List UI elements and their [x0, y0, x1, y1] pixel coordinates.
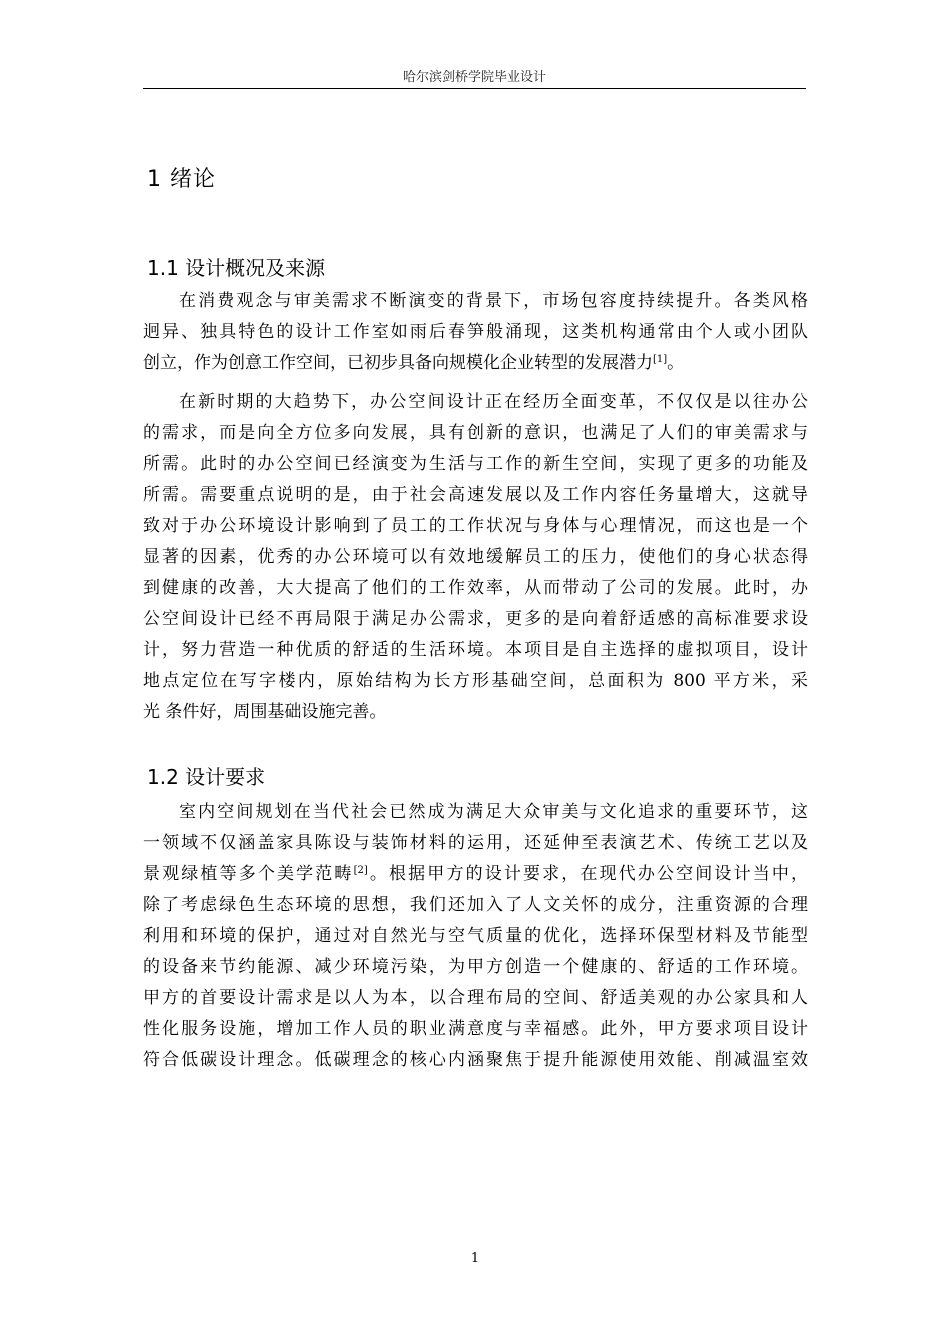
text-line: 的需求，而是向全方位多向发展，具有创新的意识，也满足了人们的审美需求与 — [143, 423, 808, 443]
text-line: 的设备来节约能源、减少环境污染，为甲方创造一个健康的、舒适的工作环境。 — [143, 957, 808, 977]
text-line: 在消费观念与审美需求不断演变的背景下，市场包容度持续提升。各类风格 — [179, 291, 808, 311]
running-header: 哈尔滨剑桥学院毕业设计 — [402, 70, 546, 85]
text-line: 到健康的改善，大大提高了他们的工作效率，从而带动了公司的发展。此时，办 — [143, 578, 808, 598]
chapter-title: 1 绪论 — [147, 167, 216, 192]
text-line — [143, 859, 808, 890]
text-line — [143, 348, 808, 379]
text-line: 在新时期的大趋势下，办公空间设计正在经历全面变革，不仅仅是以往办公 — [179, 392, 808, 412]
paragraph-1-1-b — [143, 387, 808, 728]
text-line: 除了考虑绿色生态环境的思想，我们还加入了人文关怀的成分，注重资源的合理 — [143, 895, 808, 915]
section-title-1-1: 1.1 设计概况及来源 — [147, 256, 326, 280]
paragraph-1-2-a — [143, 797, 808, 1076]
text-line: 公空间设计已经不再局限于满足办公需求，更多的是向着舒适感的高标准要求设 — [143, 609, 808, 629]
text-line: 甲方的首要设计需求是以人为本，以合理布局的空间、舒适美观的办公家具和人 — [143, 988, 808, 1008]
text-line: 光 条件好，周围基础设施完善。 — [143, 702, 387, 722]
text-run: 。 — [667, 353, 685, 373]
text-line: 所需。此时的办公空间已经演变为生活与工作的新生空间，实现了更多的功能及 — [143, 454, 808, 474]
text-line: 计，努力营造一种优质的舒适的生活环境。本项目是自主选择的虚拟项目，设计 — [143, 640, 808, 660]
text-line: 一领域不仅涵盖家具陈设与装饰材料的运用，还延伸至表演艺术、传统工艺以及 — [143, 833, 808, 853]
text-run: 景观绿植等多个美学范畴 — [143, 864, 354, 884]
header-rule — [143, 88, 806, 89]
section-title-1-2: 1.2 设计要求 — [147, 765, 266, 789]
text-line: 地点定位在写字楼内，原始结构为长方形基础空间，总面积为 800 平方米，采 — [143, 671, 808, 691]
text-line: 迥异、独具特色的设计工作室如雨后春笋般涌现，这类机构通常由个人或小团队 — [143, 322, 808, 342]
citation-marker: [1] — [653, 354, 668, 365]
citation-marker: [2] — [353, 865, 368, 876]
text-line: 所需。需要重点说明的是，由于社会高速发展以及工作内容任务量增大，这就导 — [143, 485, 808, 505]
paragraph-1-1-a — [143, 286, 808, 379]
text-line: 显著的因素，优秀的办公环境可以有效地缓解员工的压力，使他们的身心状态得 — [143, 547, 808, 567]
text-run: 创立，作为创意工作空间，已初步具备向规模化企业转型的发展潜力 — [143, 353, 653, 373]
text-line: 室内空间规划在当代社会已然成为满足大众审美与文化追求的重要环节，这 — [179, 802, 808, 822]
text-run: 。根据甲方的设计要求，在现代办公空间设计当中， — [367, 864, 808, 884]
text-line: 性化服务设施，增加工作人员的职业满意度与幸福感。此外，甲方要求项目设计 — [143, 1019, 808, 1039]
text-line: 符合低碳设计理念。低碳理念的核心内涵聚焦于提升能源使用效能、削减温室效 — [143, 1050, 808, 1070]
text-line: 利用和环境的保护，通过对自然光与空气质量的优化，选择环保型材料及节能型 — [143, 926, 808, 946]
text-line: 致对于办公环境设计影响到了员工的工作状况与身体与心理情况，而这也是一个 — [143, 516, 808, 536]
page-number: 1 — [470, 1251, 480, 1266]
